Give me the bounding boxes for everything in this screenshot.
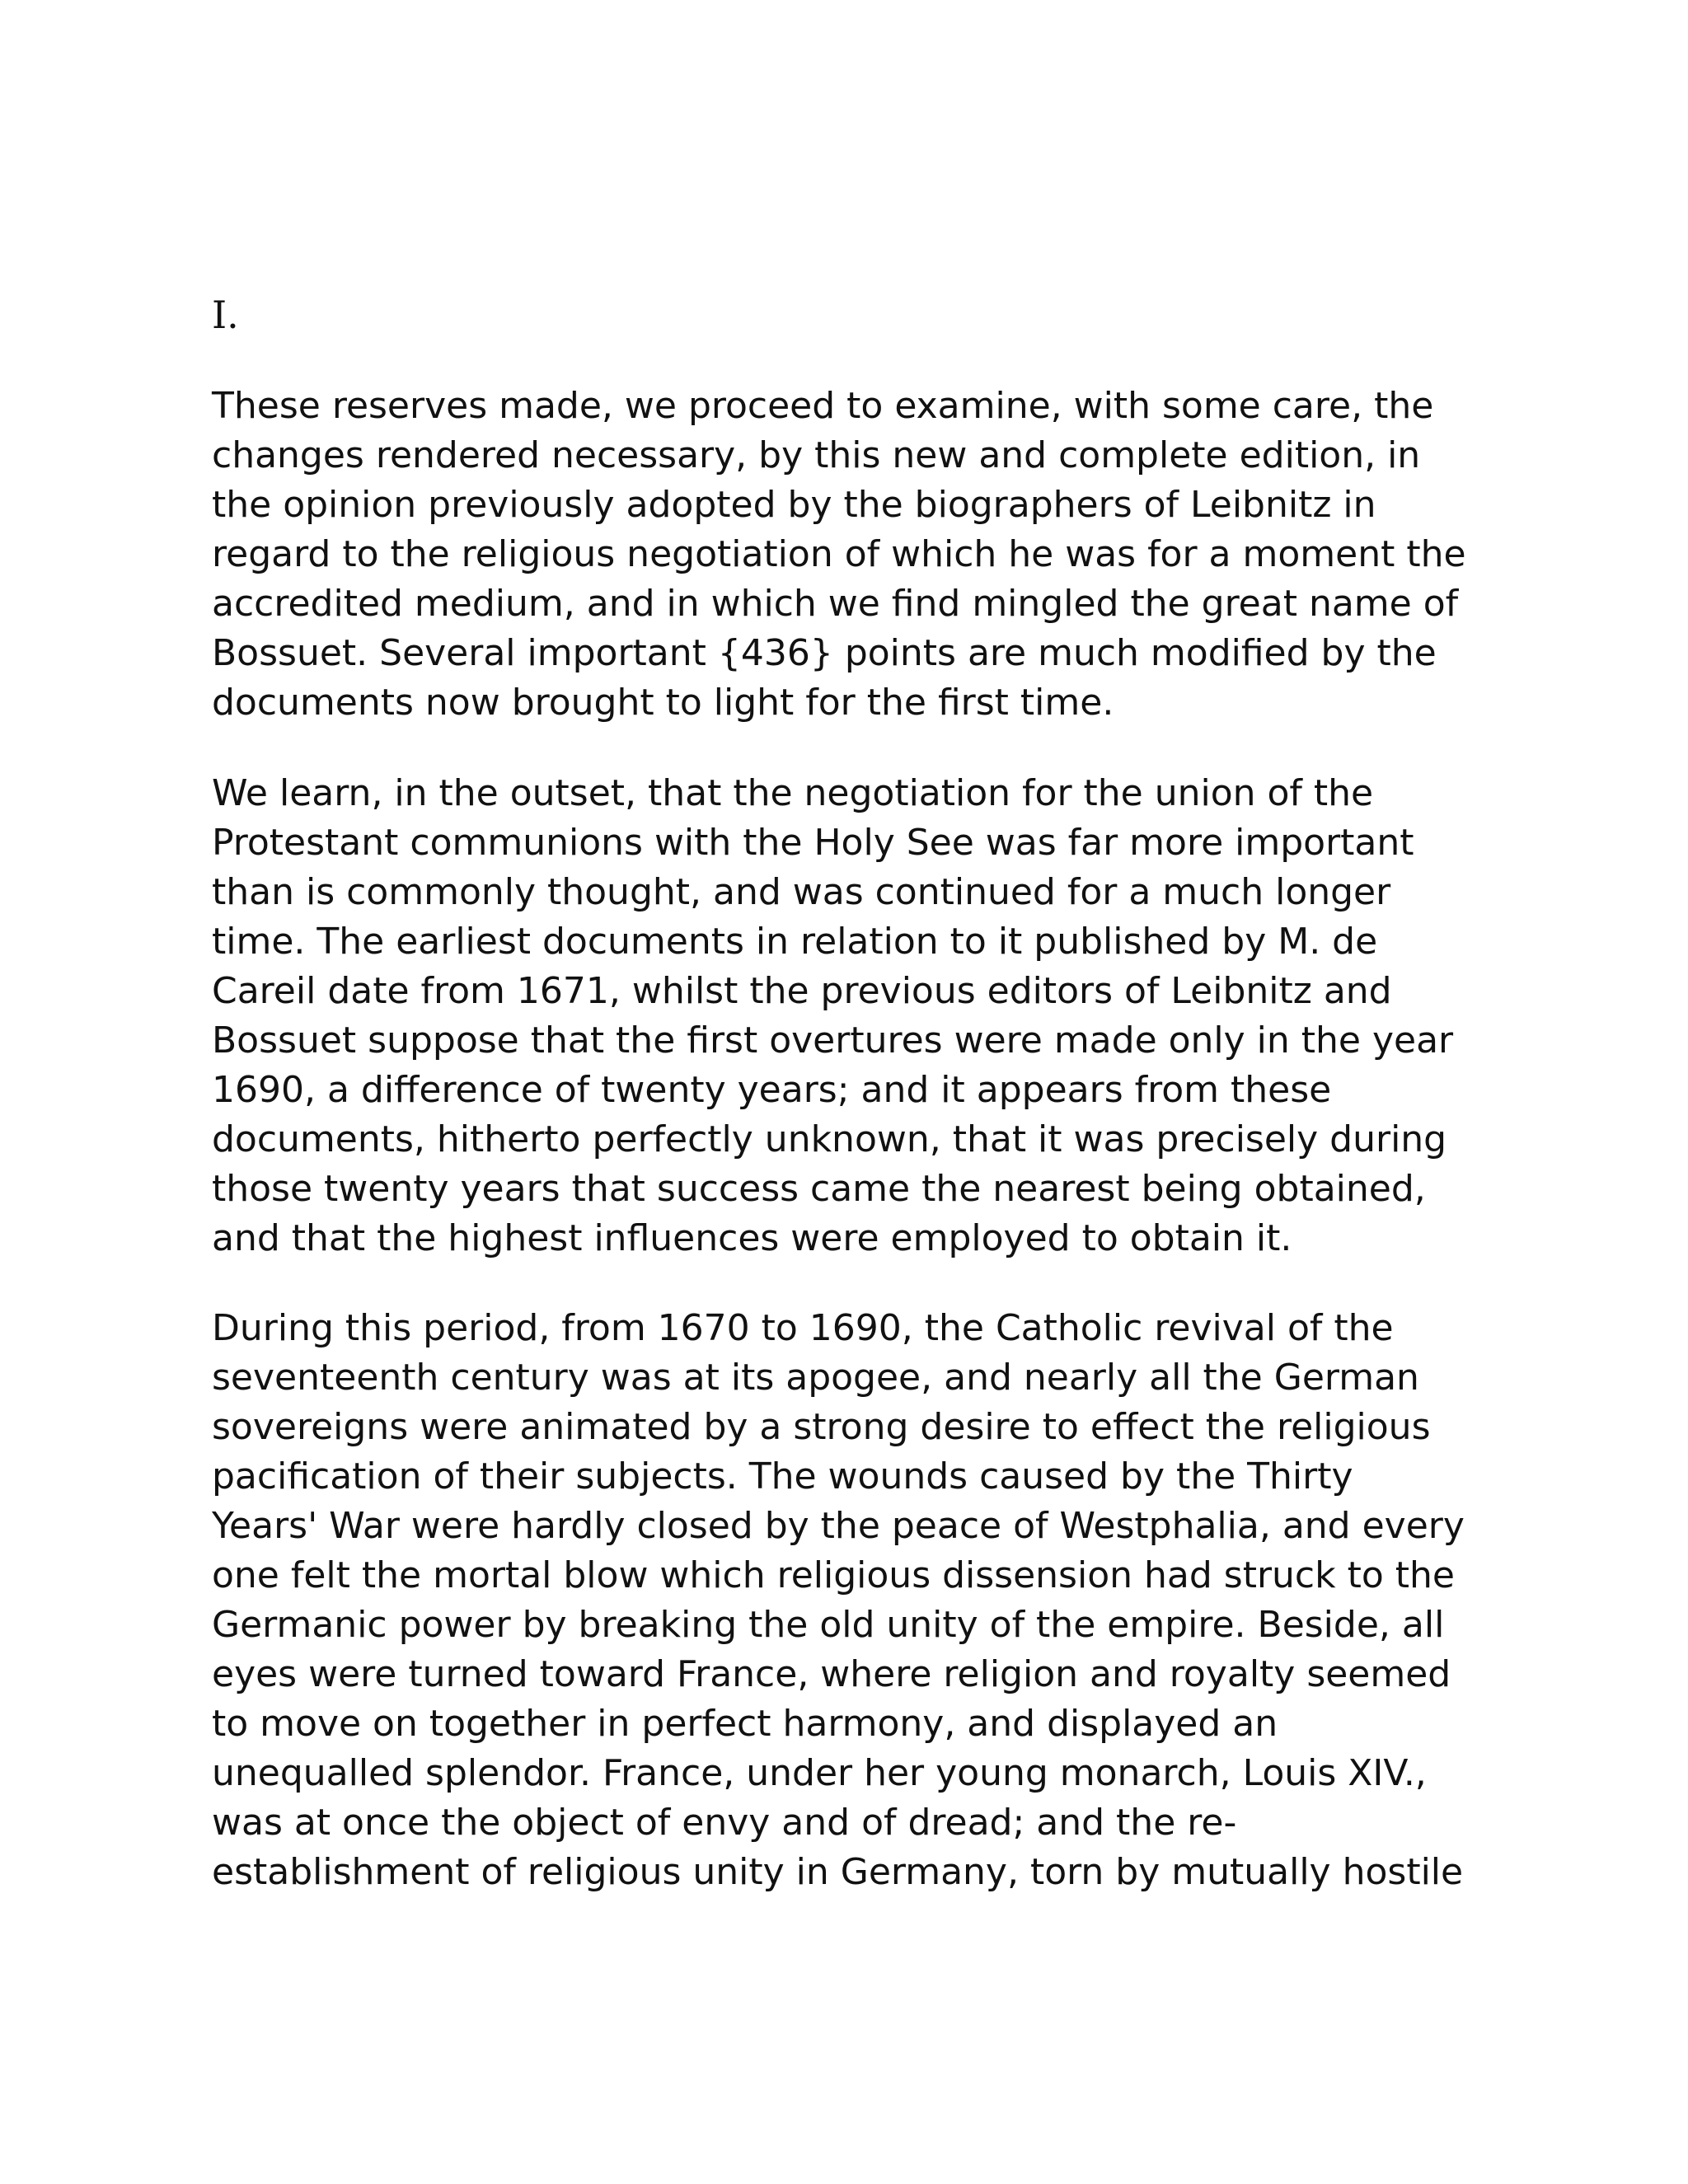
- text-line: 1690, a difference of twenty years; and it appears from these: [212, 1069, 1332, 1111]
- text-line: Bossuet. Several important {436} points are much modified by the: [212, 632, 1437, 674]
- text-line: seventeenth century was at its apogee, and nearly all the German: [212, 1357, 1419, 1399]
- text-line: time. The earliest documents in relation to it published by M. de: [212, 921, 1378, 963]
- text-line: changes rendered necessary, by this new and complete edition, in: [212, 434, 1421, 476]
- text-line: These reserves made, we proceed to examine, with some care, the: [212, 385, 1434, 427]
- text-line: to move on together in perfect harmony, and displayed an: [212, 1703, 1278, 1745]
- text-line: sovereigns were animated by a strong desire to effect the religious: [212, 1406, 1431, 1448]
- text-line: and that the highest influences were employed to obtain it.: [212, 1217, 1292, 1259]
- text-line: establishment of religious unity in Germany, torn by mutually hostile: [212, 1851, 1464, 1893]
- text-line: one felt the mortal blow which religious dissension had struck to the: [212, 1554, 1455, 1596]
- text-line: During this period, from 1670 to 1690, the Catholic revival of the: [212, 1307, 1394, 1349]
- text-line: Protestant communions with the Holy See was far more important: [212, 822, 1414, 864]
- text-line: Years' War were hardly closed by the peace of Westphalia, and every: [212, 1505, 1465, 1547]
- text-line: documents now brought to light for the first time.: [212, 682, 1114, 724]
- text-line: accredited medium, and in which we find mingled the great name of: [212, 583, 1459, 625]
- paragraph-2: [212, 769, 1498, 1263]
- text-line: those twenty years that success came the nearest being obtained,: [212, 1168, 1426, 1210]
- text-line: Germanic power by breaking the old unity of the empire. Beside, all: [212, 1604, 1445, 1646]
- text-line: the opinion previously adopted by the biographers of Leibnitz in: [212, 484, 1376, 526]
- text-line: Bossuet suppose that the first overtures were made only in the year: [212, 1019, 1454, 1062]
- text-line: We learn, in the outset, that the negotiation for the union of the: [212, 772, 1374, 814]
- text-line: pacification of their subjects. The wounds caused by the Thirty: [212, 1455, 1353, 1497]
- text-line: than is commonly thought, and was continued for a much longer: [212, 871, 1391, 913]
- text-line: Careil date from 1671, whilst the previous editors of Leibnitz and: [212, 970, 1392, 1012]
- text-line: unequalled splendor. France, under her young monarch, Louis XIV.,: [212, 1752, 1427, 1794]
- text-line: documents, hitherto perfectly unknown, that it was precisely during: [212, 1118, 1447, 1160]
- text-line: was at once the object of envy and of dread; and the re-: [212, 1802, 1237, 1844]
- section-heading: I.: [212, 293, 239, 337]
- text-line: eyes were turned toward France, where religion and royalty seemed: [212, 1653, 1451, 1695]
- paragraph-1: [212, 382, 1498, 728]
- text-line: regard to the religious negotiation of which he was for a moment the: [212, 533, 1466, 575]
- paragraph-3: [212, 1304, 1498, 1897]
